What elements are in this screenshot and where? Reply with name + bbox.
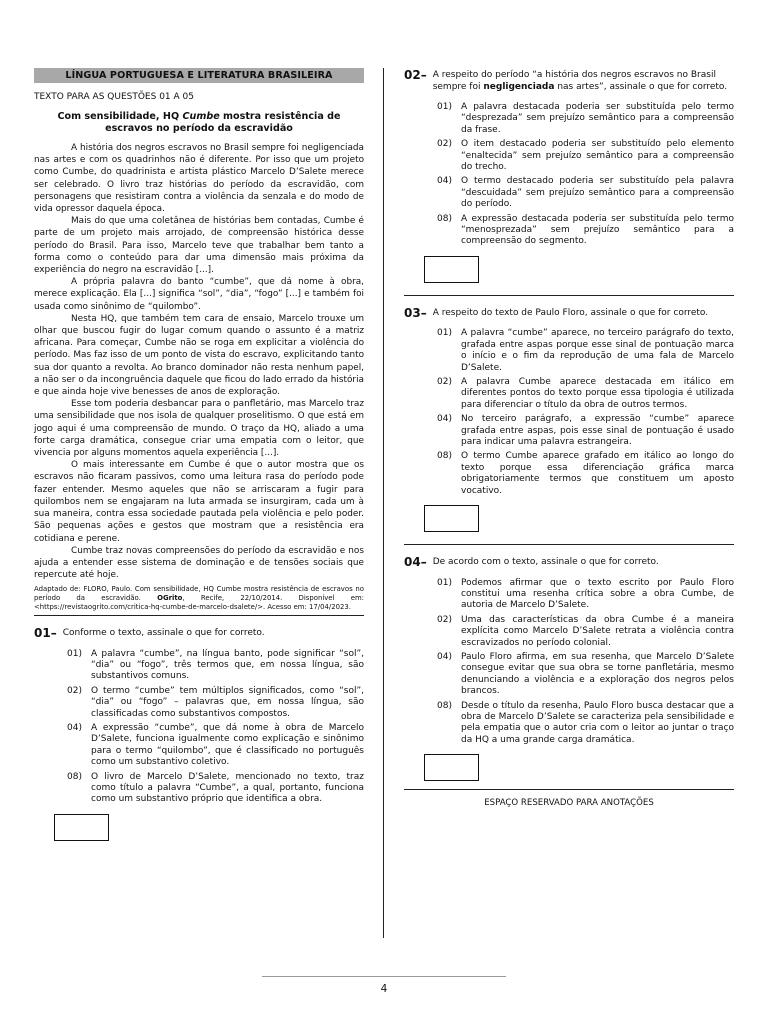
right-column — [404, 68, 734, 808]
paragraph: Mais do que uma coletânea de histórias bem contadas, Cumbe é parte de um projeto mais arrojado, de compreensão histórica desse período do Brasil. Para isso, Marcelo teve que trabalhar bem tanto a forma como o conteúdo para dar uma dimensão mais próxima da experiência do negro na escravidão [...]. — [34, 216, 364, 276]
alternative: 01) Podemos afirmar que o texto escrito por Paulo Floro constitui uma resenha crítica sobre a obra Cumbe, de autoria de Marcelo D’Salete. — [437, 577, 734, 611]
article-source: Adaptado de: FLORO, Paulo. Com sensibilidade, HQ Cumbe mostra resistência de escravos no período da escravidão. OGrito, Recife, 22/10/2014. Disponível em: <https://revistaogrito.com/critica-hq-cumbe-de-marcelo-dsalete/>. Acesso em: 17/04/2023. — [34, 585, 364, 611]
question-04 — [404, 557, 734, 808]
question-number: 02– — [404, 68, 427, 82]
question-number: 04– — [404, 555, 427, 570]
alternative: 04) Paulo Floro afirma, em sua resenha, que Marcelo D’Salete consegue evitar que sua obra se torne panfletária, mesmo denunciando a violência e a exploração dos negros pelos brancos. — [437, 652, 734, 697]
question-stem: De acordo com o texto, assinale o que for correto. — [432, 557, 659, 568]
alternative: 01) A palavra “cumbe” aparece, no terceiro parágrafo do texto, grafada entre aspas porque esse sinal de pontuação marca o início e o fim da reprodução de uma fala de Marcelo D’Salete. — [437, 328, 734, 373]
alternative: 02) O termo “cumbe” tem múltiplos significados, como “sol”, “dia” ou “fogo” – palavras que, em nossa língua, são classificadas como substantivos compostos. — [67, 685, 364, 719]
alternative: 04) No terceiro parágrafo, a expressão “cumbe” aparece grafada entre aspas, pois esse sinal de pontuação é usado para indicar uma palavra estrangeira. — [437, 414, 734, 448]
alternative: 02) Uma das características da obra Cumbe é a maneira explícita como Marcelo D’Salete retrata a violência contra escravizados no período colonial. — [437, 614, 734, 648]
question-stem: Conforme o texto, assinale o que for correto. — [62, 628, 265, 639]
alternative: 08) A expressão destacada poderia ser substituída pelo termo “menosprezada” sem prejuízo semântico para a compreensão do segmento. — [437, 213, 734, 247]
answer-box[interactable] — [424, 505, 479, 532]
answer-box[interactable] — [54, 814, 109, 841]
paragraph: O mais interessante em Cumbe é que o autor mostra que os escravos não ficaram passivos, como uma leitura rasa do período pode fazer entender. Mesmo aqueles que não se arriscaram a fugir para quilombos nem se engajaram na luta armada se insurgiram, cada um à sua maneira, contra essa sociedade pautada pela violência e pelo poder. São pequenas ações e gestos que mostram que a resistência era cotidiana e perene. — [34, 460, 364, 544]
alternative: 08) O termo Cumbe aparece grafado em itálico ao longo do texto porque essa diferenciação gráfica marca obrigatoriamente termos que constituem um aposto vocativo. — [437, 451, 734, 496]
footer-line — [262, 976, 506, 977]
answer-box[interactable] — [424, 754, 479, 781]
alternative: 02) O item destacado poderia ser substituído pelo elemento “enaltecida” sem prejuízo semântico para a compreensão do trecho. — [437, 139, 734, 173]
question-01 — [34, 628, 364, 841]
alternative: 08) O livro de Marcelo D’Salete, mencionado no texto, traz como título a palavra “Cumbe”, a qual, portanto, funciona como um substantivo próprio que identifica a obra. — [67, 771, 364, 805]
question-stem: A respeito do texto de Paulo Floro, assinale o que for correto. — [432, 307, 709, 318]
question-03 — [404, 305, 734, 545]
divider — [404, 544, 734, 545]
text-label: TEXTO PARA AS QUESTÕES 01 A 05 — [34, 92, 194, 102]
paragraph: Esse tom poderia desbancar para o panfletário, mas Marcelo traz uma sensibilidade que nos isola de qualquer proselitismo. O que está em jogo aqui é uma compreensão de mundo. O traço da HQ, aliado a uma forte carga dramática, consegue criar uma empatia com o leitor, que vivencia por alguns momentos aquela experiência [...]. — [34, 399, 364, 459]
paragraph: Nesta HQ, que também tem cara de ensaio, Marcelo trouxe um olhar que buscou fugir do lugar comum quando o assunto é a matriz africana. Para começar, Cumbe não se roga em explicitar a violência do período. Mas faz isso de um ponto de vista do escravo, explicitando tanto sua dor quanto a revolta. Ao branco dominador não resta nenhum papel, a não ser o da incongruência daquele que ficou do lado errado da história e que ainda hoje vive benesses de anos de exploração. — [34, 313, 364, 398]
paragraph: Cumbe traz novas compreensões do período da escravidão e nos ajuda a entender esse sistema de dominação e de tensões sociais que repercute até hoje. — [34, 545, 364, 581]
divider — [404, 789, 734, 790]
alternative: 01) A palavra destacada poderia ser substituída pelo termo “desprezada” sem prejuízo semântico para a compreensão da frase. — [437, 102, 734, 135]
question-02 — [404, 70, 734, 296]
paragraph: A história dos negros escravos no Brasil sempre foi negligenciada nas artes e com os quadrinhos não é diferente. Por isso que um projeto como Cumbe, do quadrinista e artista plástico Marcelo D’Salete merece ser celebrado. O livro traz histórias do período da escravidão, com personagens que resistiram contra a violência da senzala e do modo de vida opressor daquela época. — [34, 143, 364, 215]
subject-header: LÍNGUA PORTUGUESA E LITERATURA BRASILEIRA — [34, 68, 364, 83]
paragraph: A própria palavra do banto “cumbe”, que dá nome à obra, merece explicação. Ela [...] significa “sol”, “dia”, “fogo” [...] e também foi usada como sinônimo de “quilombo”. — [34, 277, 364, 312]
alternative: 08) Desde o título da resenha, Paulo Floro busca destacar que a obra de Marcelo D’Salete se caracteriza pela sensibilidade e pela empatia que o autor cria com o leitor ao juntar o traço da HQ a uma grande carga dramática. — [437, 700, 734, 745]
question-stem: A respeito do período “a história dos negros escravos no Brasil sempre foi negligenciada nas artes”, assinale o que for correto. — [432, 70, 728, 92]
alternative: 02) A palavra Cumbe aparece destacada em itálico em diferentes pontos do texto porque essa tipologia é utilizada para diferenciar o título da obra de outros termos. — [437, 377, 734, 410]
column-divider — [383, 68, 384, 938]
annotations-label: ESPAÇO RESERVADO PARA ANOTAÇÕES — [484, 798, 654, 809]
divider — [404, 295, 734, 296]
page-number: 4 — [380, 983, 388, 995]
answer-box[interactable] — [424, 256, 479, 283]
article-title: Com sensibilidade, HQ Cumbe mostra resistência de escravos no período da escravidão — [57, 111, 341, 134]
question-number: 01– — [34, 626, 57, 641]
left-column — [34, 68, 364, 841]
article-body — [34, 142, 364, 581]
question-number: 03– — [404, 305, 427, 320]
divider — [34, 615, 364, 616]
alternative: 01) A palavra “cumbe”, na língua banto, pode significar “sol”, “dia” ou “fogo”, três termos que, em nossa língua, são substantivos comuns. — [67, 648, 364, 682]
alternative: 04) A expressão “cumbe”, que dá nome à obra de Marcelo D’Salete, funciona igualmente como explicação e sinônimo para o termo “quilombo”, que é classificado no português como um substantivo coletivo. — [67, 723, 364, 768]
alternative: 04) O termo destacado poderia ser substituído pela palavra “descuidada” sem prejuízo semântico para a compreensão do período. — [437, 176, 734, 210]
